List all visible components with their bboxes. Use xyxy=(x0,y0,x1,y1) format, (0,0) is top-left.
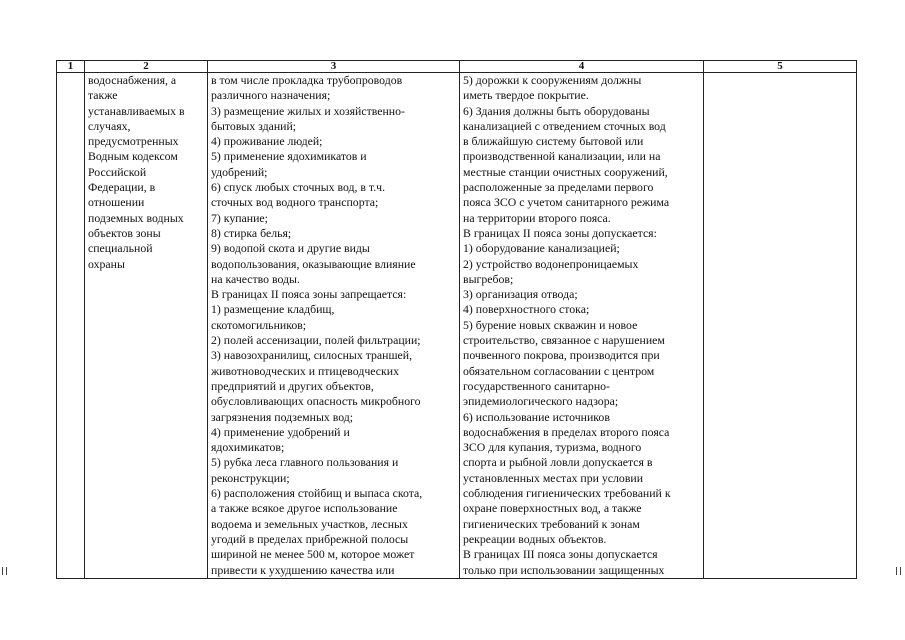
text-line: также xyxy=(88,88,118,103)
text-line: 5) рубка леса главного пользования и xyxy=(211,455,399,470)
text-line: угодий в пределах прибрежной полосы xyxy=(211,531,409,546)
text-line: водоснабжения, а xyxy=(88,73,177,87)
text-line: отношении xyxy=(88,195,145,210)
text-line: 7) купание; xyxy=(211,210,268,225)
col-header-2: 2 xyxy=(85,61,208,73)
text-line: 2) устройство водонепроницаемых xyxy=(463,256,639,271)
text-line: строительство, связанное с нарушением xyxy=(463,333,665,348)
cell-zone-description xyxy=(85,73,208,579)
text-line: загрязнения подземных вод; xyxy=(211,409,354,424)
text-line: 5) дорожки к сооружениям должны xyxy=(463,73,642,87)
text-line: 4) проживание людей; xyxy=(211,134,323,149)
text-line: 1) оборудование канализацией; xyxy=(463,241,620,256)
text-line: Российской xyxy=(88,164,147,179)
text-line: обязательном согласовании с центром xyxy=(463,363,655,378)
text-line: 6) использование источников xyxy=(463,409,610,424)
scan-edge-mark-left xyxy=(2,567,7,575)
text-line: 5) бурение новых скважин и новое xyxy=(463,317,638,332)
text-line: пояса ЗСО с учетом санитарного режима xyxy=(463,195,670,210)
text-line: охраны xyxy=(88,256,125,271)
text-line: ЗСО для купания, туризма, водного xyxy=(463,440,642,455)
header-row xyxy=(57,61,857,73)
text-line: удобрений; xyxy=(211,164,268,179)
text-line: предприятий и других объектов, xyxy=(211,378,374,393)
text-line: почвенного покрова, производится при xyxy=(463,348,660,363)
text-line: Федерации, в xyxy=(88,180,156,195)
text-line: рекреации водных объектов. xyxy=(463,531,607,546)
text-line: 2) полей ассенизации, полей фильтрации; xyxy=(211,333,421,348)
text-line: скотомогильников; xyxy=(211,317,307,332)
text-line: обусловливающих опасность микробного xyxy=(211,394,421,409)
text-line: гигиенических требований к зонам xyxy=(463,516,640,531)
scan-edge-mark-right xyxy=(896,567,901,575)
col-header-4: 4 xyxy=(460,61,704,73)
text-line: Водным кодексом xyxy=(88,149,178,164)
text-line: подземных водных xyxy=(88,210,184,225)
text-line: В границах II пояса зоны запрещается: xyxy=(211,287,407,302)
text-line: государственного санитарно- xyxy=(463,378,610,393)
text-line: расположенные за пределами первого xyxy=(463,180,654,195)
text-line: спорта и рыбной ловли допускается в xyxy=(463,455,653,470)
text-line: 4) поверхностного стока; xyxy=(463,302,590,317)
text-line: охране поверхностных вод, а также xyxy=(463,501,642,516)
text-line: специальной xyxy=(88,241,153,256)
cell-col-1 xyxy=(57,73,85,579)
text-line: сточных вод водного транспорта; xyxy=(211,195,379,210)
text-line: В границах III пояса зоны допускается xyxy=(463,547,658,562)
text-line: 5) применение ядохимикатов и xyxy=(211,149,367,164)
col-header-1: 1 xyxy=(57,61,85,73)
text-line: соблюдения гигиенических требований к xyxy=(463,486,671,501)
text-line: различного назначения; xyxy=(211,88,331,103)
text-line: шириной не менее 500 м, которое может xyxy=(211,547,415,562)
col-header-3: 3 xyxy=(208,61,460,73)
text-line: эпидемиологического надзора; xyxy=(463,394,619,409)
text-line: на территории второго пояса. xyxy=(463,210,611,225)
text-line: водоснабжения в пределах второго пояса xyxy=(463,424,670,439)
text-line: 3) навозохранилищ, силосных траншей, xyxy=(211,348,413,363)
cell-prohibitions xyxy=(208,73,460,579)
text-line: выгребов; xyxy=(463,271,514,286)
text-line: только при использовании защищенных xyxy=(463,562,665,577)
text-line: 6) спуск любых сточных вод, в т.ч. xyxy=(211,180,386,195)
text-line: производственной канализации, или на xyxy=(463,149,661,164)
text-line: случаях, xyxy=(88,118,131,133)
text-line: канализацией с отведением сточных вод xyxy=(463,118,666,133)
text-line: в том числе прокладка трубопроводов xyxy=(211,73,403,87)
text-line: на качество воды. xyxy=(211,271,300,286)
regulation-table xyxy=(56,60,857,579)
cell-requirements xyxy=(460,73,704,579)
text-line: 9) водопой скота и другие виды xyxy=(211,241,370,256)
text-line: привести к ухудшению качества или xyxy=(211,562,395,577)
text-line: бытовых зданий; xyxy=(211,118,297,133)
text-line: 6) расположения стойбищ и выпаса скота, xyxy=(211,486,423,501)
text-line: водоема и земельных участков, лесных xyxy=(211,516,408,531)
text-line: 3) организация отвода; xyxy=(463,287,578,302)
text-line: водопользования, оказывающие влияние xyxy=(211,256,416,271)
text-line: 1) размещение кладбищ, xyxy=(211,302,335,317)
text-line: объектов зоны xyxy=(88,225,161,240)
text-line: а также всякое другое использование xyxy=(211,501,398,516)
text-line: местные станции очистных сооружений, xyxy=(463,164,668,179)
text-line: иметь твердое покрытие. xyxy=(463,88,589,103)
cell-col-5 xyxy=(704,73,857,579)
text-line: ядохимикатов; xyxy=(211,440,285,455)
text-line: в ближайшую систему бытовой или xyxy=(463,134,644,149)
text-line: В границах II пояса зоны допускается: xyxy=(463,225,657,240)
text-line: 8) стирка белья; xyxy=(211,225,292,240)
table-row xyxy=(57,73,857,579)
text-line: установленных местах при условии xyxy=(463,470,644,485)
text-line: реконструкции; xyxy=(211,470,290,485)
col-header-5: 5 xyxy=(704,61,857,73)
text-line: животноводческих и птицеводческих xyxy=(211,363,399,378)
text-line: 3) размещение жилых и хозяйственно- xyxy=(211,103,405,118)
text-line: 4) применение удобрений и xyxy=(211,424,350,439)
text-line: предусмотренных xyxy=(88,134,179,149)
text-line: 6) Здания должны быть оборудованы xyxy=(463,103,650,118)
text-line: устанавливаемых в xyxy=(88,103,185,118)
